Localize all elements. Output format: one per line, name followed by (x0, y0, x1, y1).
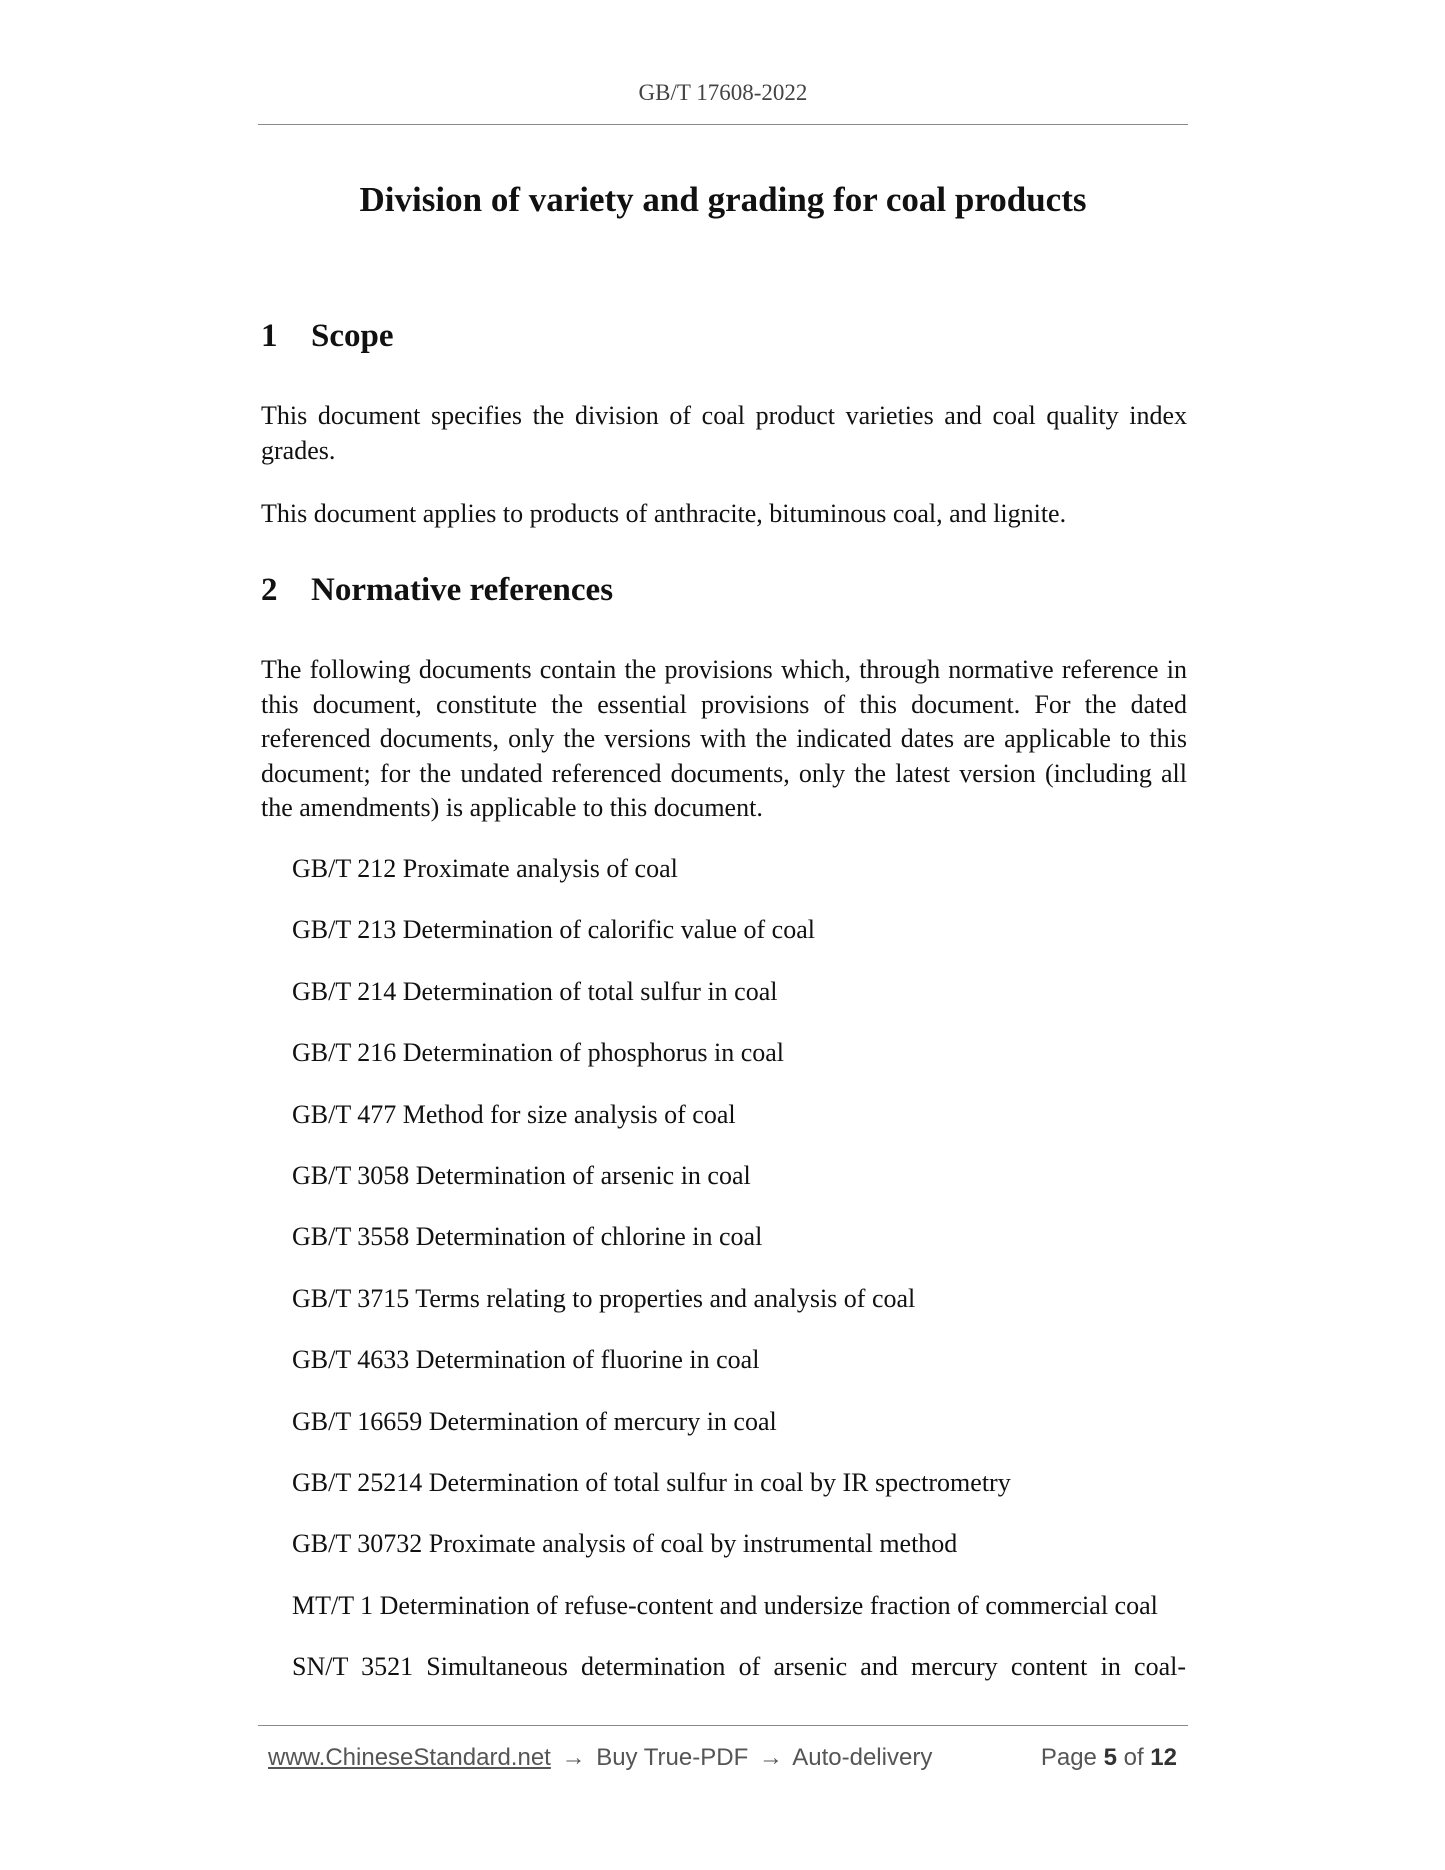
reference-item: MT/T 1 Determination of refuse-content and undersize fraction of commercial coal (292, 1590, 1158, 1620)
document-title: Division of variety and grading for coal products (359, 180, 1087, 219)
header-divider (258, 124, 1188, 125)
normative-references-paragraph: The following documents contain the provisions which, through normative reference in this document, constitute the essential provisions of this document. For the dated referenced documents, only the versions with the indicated dates are applicable to this document; for the undated referenced documents, only the latest version (including all the amendments) is applicable to this document. (261, 655, 1187, 822)
running-header: GB/T 17608-2022 (638, 80, 808, 105)
reference-item: GB/T 30732 Proximate analysis of coal by instrumental method (292, 1529, 958, 1559)
arrow-right-icon: → (758, 1744, 783, 1771)
current-page-number: 5 (1103, 1744, 1117, 1771)
reference-item: GB/T 213 Determination of calorific value of coal (292, 915, 815, 945)
reference-item: GB/T 16659 Determination of mercury in coal (292, 1406, 777, 1436)
auto-delivery-text: Auto-delivery (792, 1744, 933, 1771)
section-title: Scope (311, 318, 394, 354)
reference-list (292, 852, 1186, 1684)
chinesestandard-link[interactable]: www.ChineseStandard.net (268, 1744, 551, 1771)
reference-item: GB/T 3715 Terms relating to properties and analysis of coal (292, 1283, 916, 1313)
reference-item: GB/T 214 Determination of total sulfur in coal (292, 976, 778, 1006)
buy-true-pdf-text: Buy True-PDF (596, 1744, 749, 1771)
footer-promo (268, 1744, 932, 1772)
reference-item: GB/T 4633 Determination of fluorine in coal (292, 1345, 760, 1375)
reference-item: GB/T 216 Determination of phosphorus in coal (292, 1038, 785, 1068)
scope-paragraph-2: This document applies to products of anthracite, bituminous coal, and lignite. (261, 499, 1067, 528)
page-indicator (1041, 1744, 1177, 1772)
total-page-count: 12 (1150, 1744, 1177, 1771)
section-heading-scope (261, 318, 394, 355)
reference-item: GB/T 477 Method for size analysis of coal (292, 1099, 736, 1129)
page-of-label: of (1123, 1744, 1144, 1771)
reference-item: GB/T 3558 Determination of chlorine in coal (292, 1222, 763, 1252)
section-title: Normative references (311, 572, 614, 608)
reference-item: SN/T 3521 Simultaneous determination of arsenic and mercury content in coal- (292, 1652, 1186, 1682)
section-number: 2 (261, 572, 278, 608)
page-label: Page (1040, 1744, 1097, 1771)
scope-paragraph-1: This document specifies the division of coal product varieties and coal quality index grades. (261, 401, 1187, 465)
section-heading-normative-references (261, 572, 613, 609)
section-number: 1 (261, 318, 278, 354)
reference-item: GB/T 212 Proximate analysis of coal (292, 854, 678, 883)
arrow-right-icon: → (561, 1744, 586, 1771)
reference-item: GB/T 25214 Determination of total sulfur in coal by IR spectrometry (292, 1467, 1011, 1497)
footer-divider (258, 1725, 1188, 1726)
reference-item: GB/T 3058 Determination of arsenic in coal (292, 1160, 751, 1190)
